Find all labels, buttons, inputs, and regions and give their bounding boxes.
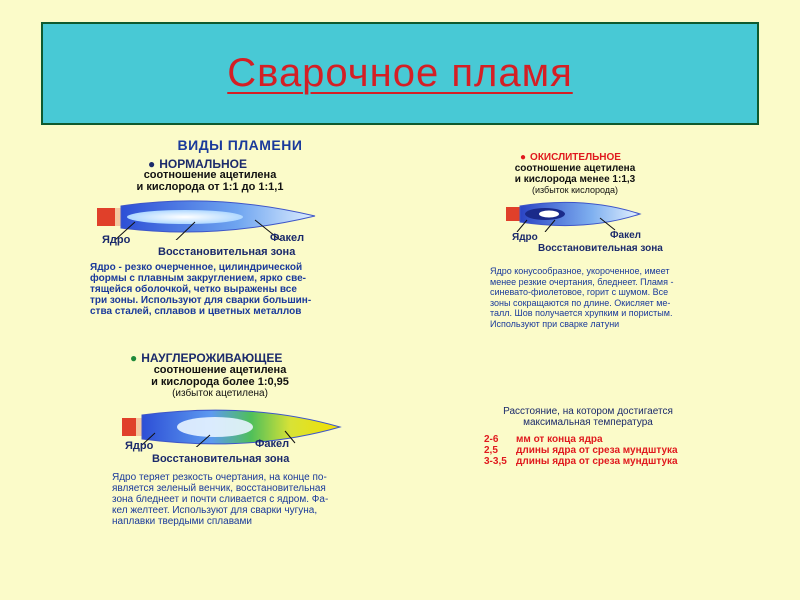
carburizing-label-core: Ядро bbox=[125, 440, 154, 452]
distance-heading bbox=[478, 406, 698, 428]
desc-line: талл. Шов получается хрупким и пористым. bbox=[490, 308, 673, 318]
oxidizing-flame-diagram bbox=[505, 198, 655, 232]
distance-list bbox=[484, 434, 704, 467]
desc-line: наплавки твердыми сплавами bbox=[112, 516, 252, 527]
nozzle-icon bbox=[122, 418, 138, 436]
title-banner bbox=[41, 22, 759, 125]
desc-line: тящейся оболочкой, четко выражены все bbox=[90, 284, 297, 295]
oxidizing-ratio-line2: и кислорода менее 1:1,3 bbox=[514, 174, 636, 185]
carburizing-flame-name: ● НАУГЛЕРОЖИВАЮЩЕЕ bbox=[130, 351, 282, 365]
carburizing-ratio-line2: и кислорода более 1:0,95 bbox=[151, 376, 289, 388]
flame-core-shape bbox=[127, 210, 243, 224]
oxidizing-excess: (избыток кислорода) bbox=[531, 185, 619, 195]
oxidizing-ratio-line1: соотношение ацетилена bbox=[514, 163, 636, 174]
desc-line: формы с плавным закруглением, ярко све- bbox=[90, 273, 307, 284]
normal-flame-description bbox=[90, 262, 360, 317]
normal-label-torch: Факел bbox=[270, 232, 305, 244]
carburizing-flame-description bbox=[112, 472, 372, 527]
desc-line: синевато-фиолетовое, горит с шумом. Все bbox=[490, 287, 669, 297]
desc-line: зона бледнеет и почти сливается с ядром. Фа- bbox=[112, 494, 329, 505]
desc-line: является зеленый венчик, восстановительная bbox=[112, 483, 326, 494]
normal-label-core: Ядро bbox=[102, 234, 131, 246]
distance-num: 2,5 bbox=[484, 445, 498, 456]
normal-ratio-line2: и кислорода от 1:1 до 1:1,1 bbox=[136, 181, 284, 193]
distance-text: длины ядра от среза мундштука bbox=[516, 456, 678, 467]
flame-types-heading: ВИДЫ ПЛАМЕНИ bbox=[177, 137, 303, 153]
oxidizing-flame-description bbox=[490, 266, 700, 329]
page-title: Сварочное пламя bbox=[227, 51, 573, 95]
flame-core-shape bbox=[177, 417, 253, 437]
distance-text: длины ядра от среза мундштука bbox=[516, 445, 678, 456]
distance-line2: максимальная температура bbox=[523, 417, 653, 428]
desc-line: зоны сокращаются по длине. Окисляет ме- bbox=[490, 297, 671, 308]
distance-row bbox=[484, 456, 704, 467]
oxidizing-label-core: Ядро bbox=[512, 232, 538, 243]
desc-line: Ядро теряет резкость очертания, на конце по- bbox=[112, 472, 327, 483]
distance-row bbox=[484, 445, 704, 456]
distance-num: 2-6 bbox=[484, 434, 499, 445]
desc-line: кел желтеет. Используют для сварки чугуна, bbox=[112, 505, 318, 516]
normal-label-zone: Восстановительная зона bbox=[158, 246, 296, 258]
desc-line: Ядро конусообразное, укороченное, имеет bbox=[490, 266, 670, 276]
normal-flame-name: ● НОРМАЛЬНОЕ bbox=[148, 157, 247, 171]
normal-flame-ratio bbox=[90, 169, 330, 193]
desc-line: менее резкие очертания, бледнеет. Пламя - bbox=[490, 276, 674, 287]
carburizing-flame-diagram bbox=[120, 407, 350, 447]
oxidizing-label-torch: Факел bbox=[610, 230, 642, 241]
oxidizing-flame-name: ● ОКИСЛИТЕЛЬНОЕ bbox=[520, 152, 621, 163]
desc-line: три зоны. Используют для сварки большин- bbox=[90, 295, 312, 306]
distance-row bbox=[484, 434, 704, 445]
carburizing-excess: (избыток ацетилена) bbox=[172, 388, 268, 399]
desc-line: Используют при сварке латуни bbox=[490, 318, 620, 329]
carburizing-label-torch: Факел bbox=[255, 438, 290, 450]
distance-num: 3-3,5 bbox=[484, 456, 507, 467]
carburizing-ratio-line1: соотношение ацетилена bbox=[153, 364, 287, 376]
desc-line: ства сталей, сплавов и цветных металлов bbox=[90, 306, 302, 317]
carburizing-flame-ratio bbox=[110, 364, 330, 400]
normal-ratio-line1: соотношение ацетилена bbox=[143, 169, 277, 181]
oxidizing-flame-ratio bbox=[495, 163, 655, 196]
desc-line: Ядро - резко очерченное, цилиндрической bbox=[90, 262, 303, 273]
nozzle-icon bbox=[506, 207, 520, 221]
carburizing-label-zone: Восстановительная зона bbox=[152, 453, 290, 465]
distance-line1: Расстояние, на котором достигается bbox=[503, 406, 673, 417]
distance-text: мм от конца ядра bbox=[516, 434, 603, 445]
oxidizing-label-zone: Восстановительная зона bbox=[538, 243, 663, 254]
